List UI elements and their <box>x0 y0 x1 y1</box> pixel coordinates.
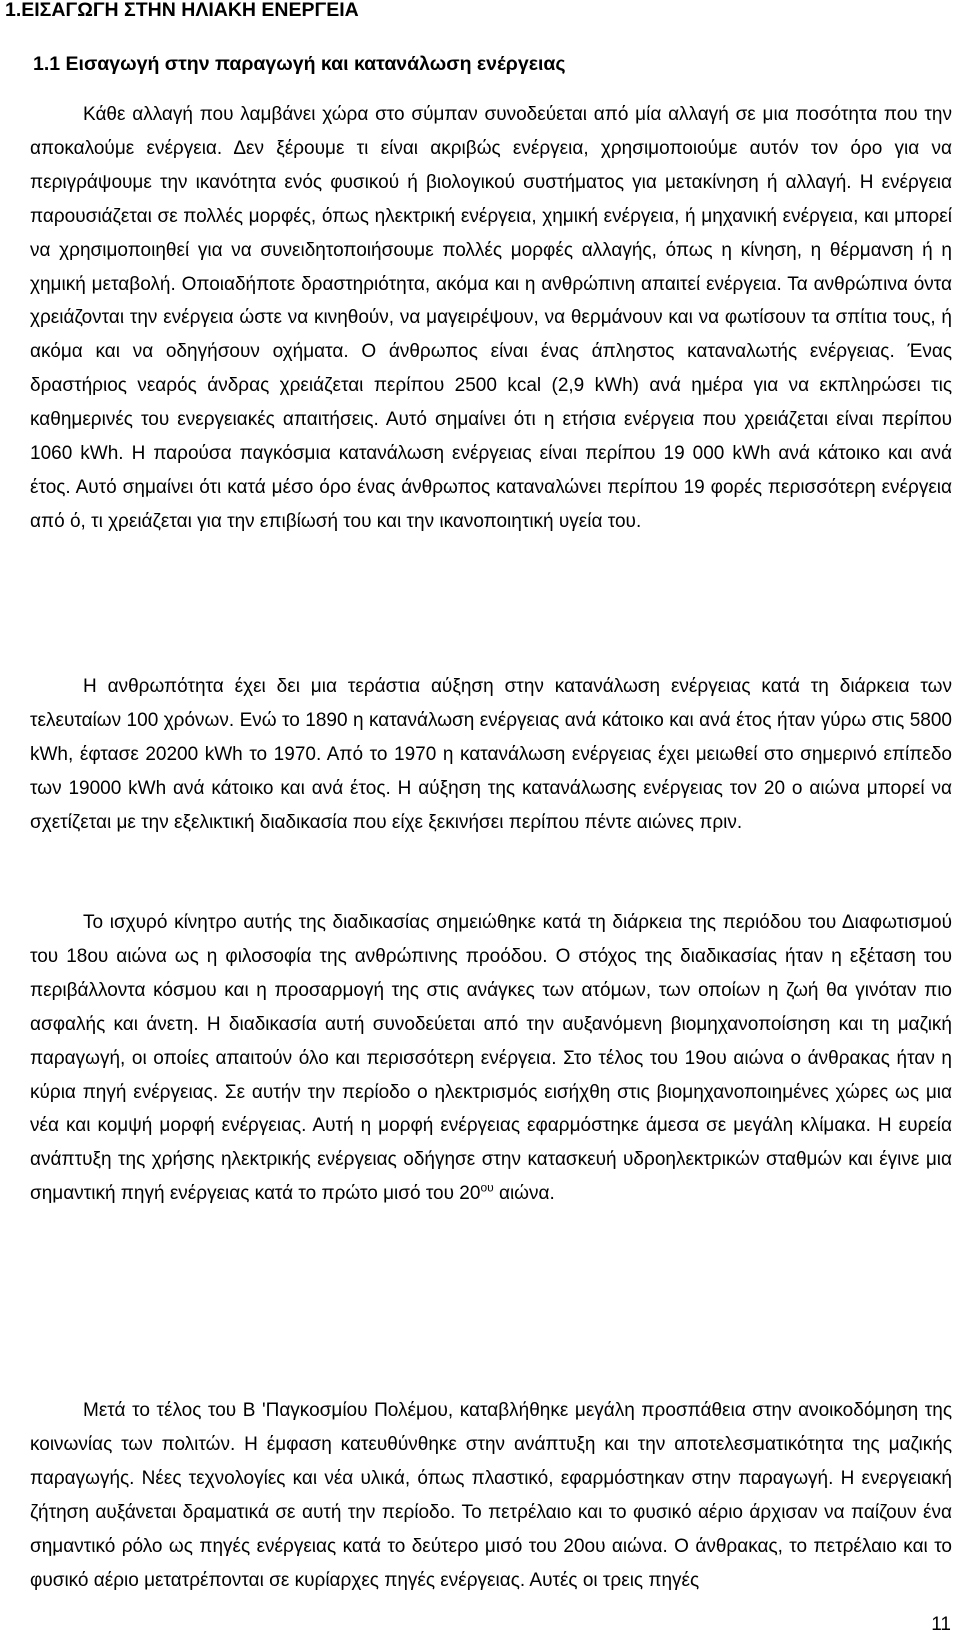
paragraph-enlightenment-industrialization <box>30 906 952 1211</box>
paragraph-consumption-growth: Η ανθρωπότητα έχει δει μια τεράστια αύξηση στην κατανάλωση ενέργειας κατά τη διάρκεια των τελευταίων 100 χρόνων. Ενώ το 1890 η κατανάλωση ενέργειας ανά κάτοικο και ανά έτος ήταν γύρω στις 5800 kWh, έφτασε 20200 kWh το 1970. Από το 1970 η κατανάλωση ενέργειας έχει μειωθεί στο σημερινό επίπεδο των 19000 kWh ανά κάτοικο και ανά έτος. Η αύξηση της κατανάλωσης ενέργειας τον 20 ο αιώνα μπορεί να σχετίζεται με την εξελικτική διαδικασία που είχε ξεκινήσει περίπου πέντε αιώνες πριν. <box>30 676 952 833</box>
page-number: 11 <box>931 1614 951 1635</box>
ordinal-superscript: ου <box>480 1180 494 1195</box>
paragraph-text-end: αιώνα. <box>493 1183 555 1205</box>
paragraph-post-war: Μετά το τέλος του Β 'Παγκοσμίου Πολέμου, καταβλήθηκε μεγάλη προσπάθεια στην ανοικοδόμηση της κοινωνίας των πολιτών. Η έμφαση κατευθύνθηκε στην ανάπτυξη και την αποτελεσματικότητα της μαζικής παραγωγής. Νέες τεχνολογίες και νέα υλικά, όπως πλαστικό, εφαρμόστηκαν στην παραγωγή. Η ενεργειακή ζήτηση αυξάνεται δραματικά σε αυτή την περίοδο. Το πετρέλαιο και το φυσικό αέριο άρχισαν να παίζουν ένα σημαντικό ρόλο ως πηγές ενέργειας κατά το δεύτερο μισό του 20ου αιώνα. Ο άνθρακας, το πετρέλαιο και το φυσικό αέριο μετατρέπονται σε κυρίαρχες πηγές ενέργειας. Αυτές οι τρεις πηγές <box>30 1400 952 1591</box>
paragraph-energy-definition: Κάθε αλλαγή που λαμβάνει χώρα στο σύμπαν συνοδεύεται από μία αλλαγή σε μια ποσότητα που την αποκαλούμε ενέργεια. Δεν ξέρουμε τι είναι ακριβώς ενέργεια, χρησιμοποιούμε αυτόν τον όρο για να περιγράψουμε την ικανότητα ενός φυσικού ή βιολογικού συστήματος για μετακίνηση ή αλλαγή. Η ενέργεια παρουσιάζεται σε πολλές μορφές, όπως ηλεκτρική ενέργεια, χημική ενέργεια, ή μηχανική ενέργεια, και μπορεί να χρησιμοποιηθεί για να συνειδητοποιήσουμε πολλές μορφές αλλαγής, όπως η κίνηση, η θέρμανση ή η χημική μεταβολή. Οποιαδήποτε δραστηριότητα, ακόμα και η ανθρώπινη απαιτεί ενέργεια. Τα ανθρώπινα όντα χρειάζονται την ενέργεια ώστε να κινηθούν, να μαγειρέψουν, να θερμάνουν και να φωτίσουν τα σπίτια τους, ή ακόμα και να οδηγήσουν οχήματα. Ο άνθρωπος είναι ένας άπληστος καταναλωτής ενέργειας. Ένας δραστήριος νεαρός άνδρας χρειάζεται περίπου 2500 kcal (2,9 kWh) ανά ημέρα για να εκπληρώσει τις καθημερινές του ενεργειακές απαιτήσεις. Αυτό σημαίνει ότι η ετήσια ενέργεια που χρειάζεται είναι περίπου 1060 kWh. Η παρούσα παγκόσμια κατανάλωση ενέργειας είναι περίπου 19 000 kWh ανά κάτοικο και ανά έτος. Αυτό σημαίνει ότι κατά μέσο όρο ένας άνθρωπος καταναλώνει περίπου 19 φορές περισσότερη ενέργεια από ό, τι χρειάζεται για την επιβίωσή του και την ικανοποιητική υγεία του. <box>30 104 952 532</box>
section-title: 1.1 Εισαγωγή στην παραγωγή και κατανάλωση ενέργειας <box>33 53 566 75</box>
paragraph-text: Το ισχυρό κίνητρο αυτής της διαδικασίας σημειώθηκε κατά τη διάρκεια της περιόδου του Διαφωτισμού του 18ου αιώνα ως η φιλοσοφία της ανθρώπινης προόδου. Ο στόχος της διαδικασίας ήταν η εξέταση του περιβάλλοντα κόσμου και η προσαρμογή της στις ανάγκες των ατόμων, των οποίων η ζωή θα γινόταν πιο ασφαλής και άνετη. Η διαδικασία αυτή συνοδεύεται από την αυξανόμενη βιομηχανοποίσηση και τη μαζική παραγωγή, οι οποίες απαιτούν όλο και περισσότερη ενέργεια. Στο τέλος του 19ου αιώνα ο άνθρακας ήταν η κύρια πηγή ενέργειας. Σε αυτήν την περίοδο ο ηλεκτρισμός εισήχθη στις βιομηχανοποιημένες χώρες ως μια νέα και κομψή μορφή ενέργειας. Αυτή η μορφή ενέργειας εφαρμόστηκε άμεσα σε μεγάλη κλίμακα. Η ευρεία ανάπτυξη της χρήσης ηλεκτρικής ενέργειας οδήγησε στην κατασκευή υδροηλεκτρικών σταθμών και έγινε μια σημαντική πηγή ενέργειας κατά το πρώτο μισό του 20 <box>30 912 952 1205</box>
chapter-title: 1.ΕΙΣΑΓΩΓΗ ΣΤΗΝ ΗΛΙΑΚΗ ΕΝΕΡΓΕΙΑ <box>5 0 359 21</box>
